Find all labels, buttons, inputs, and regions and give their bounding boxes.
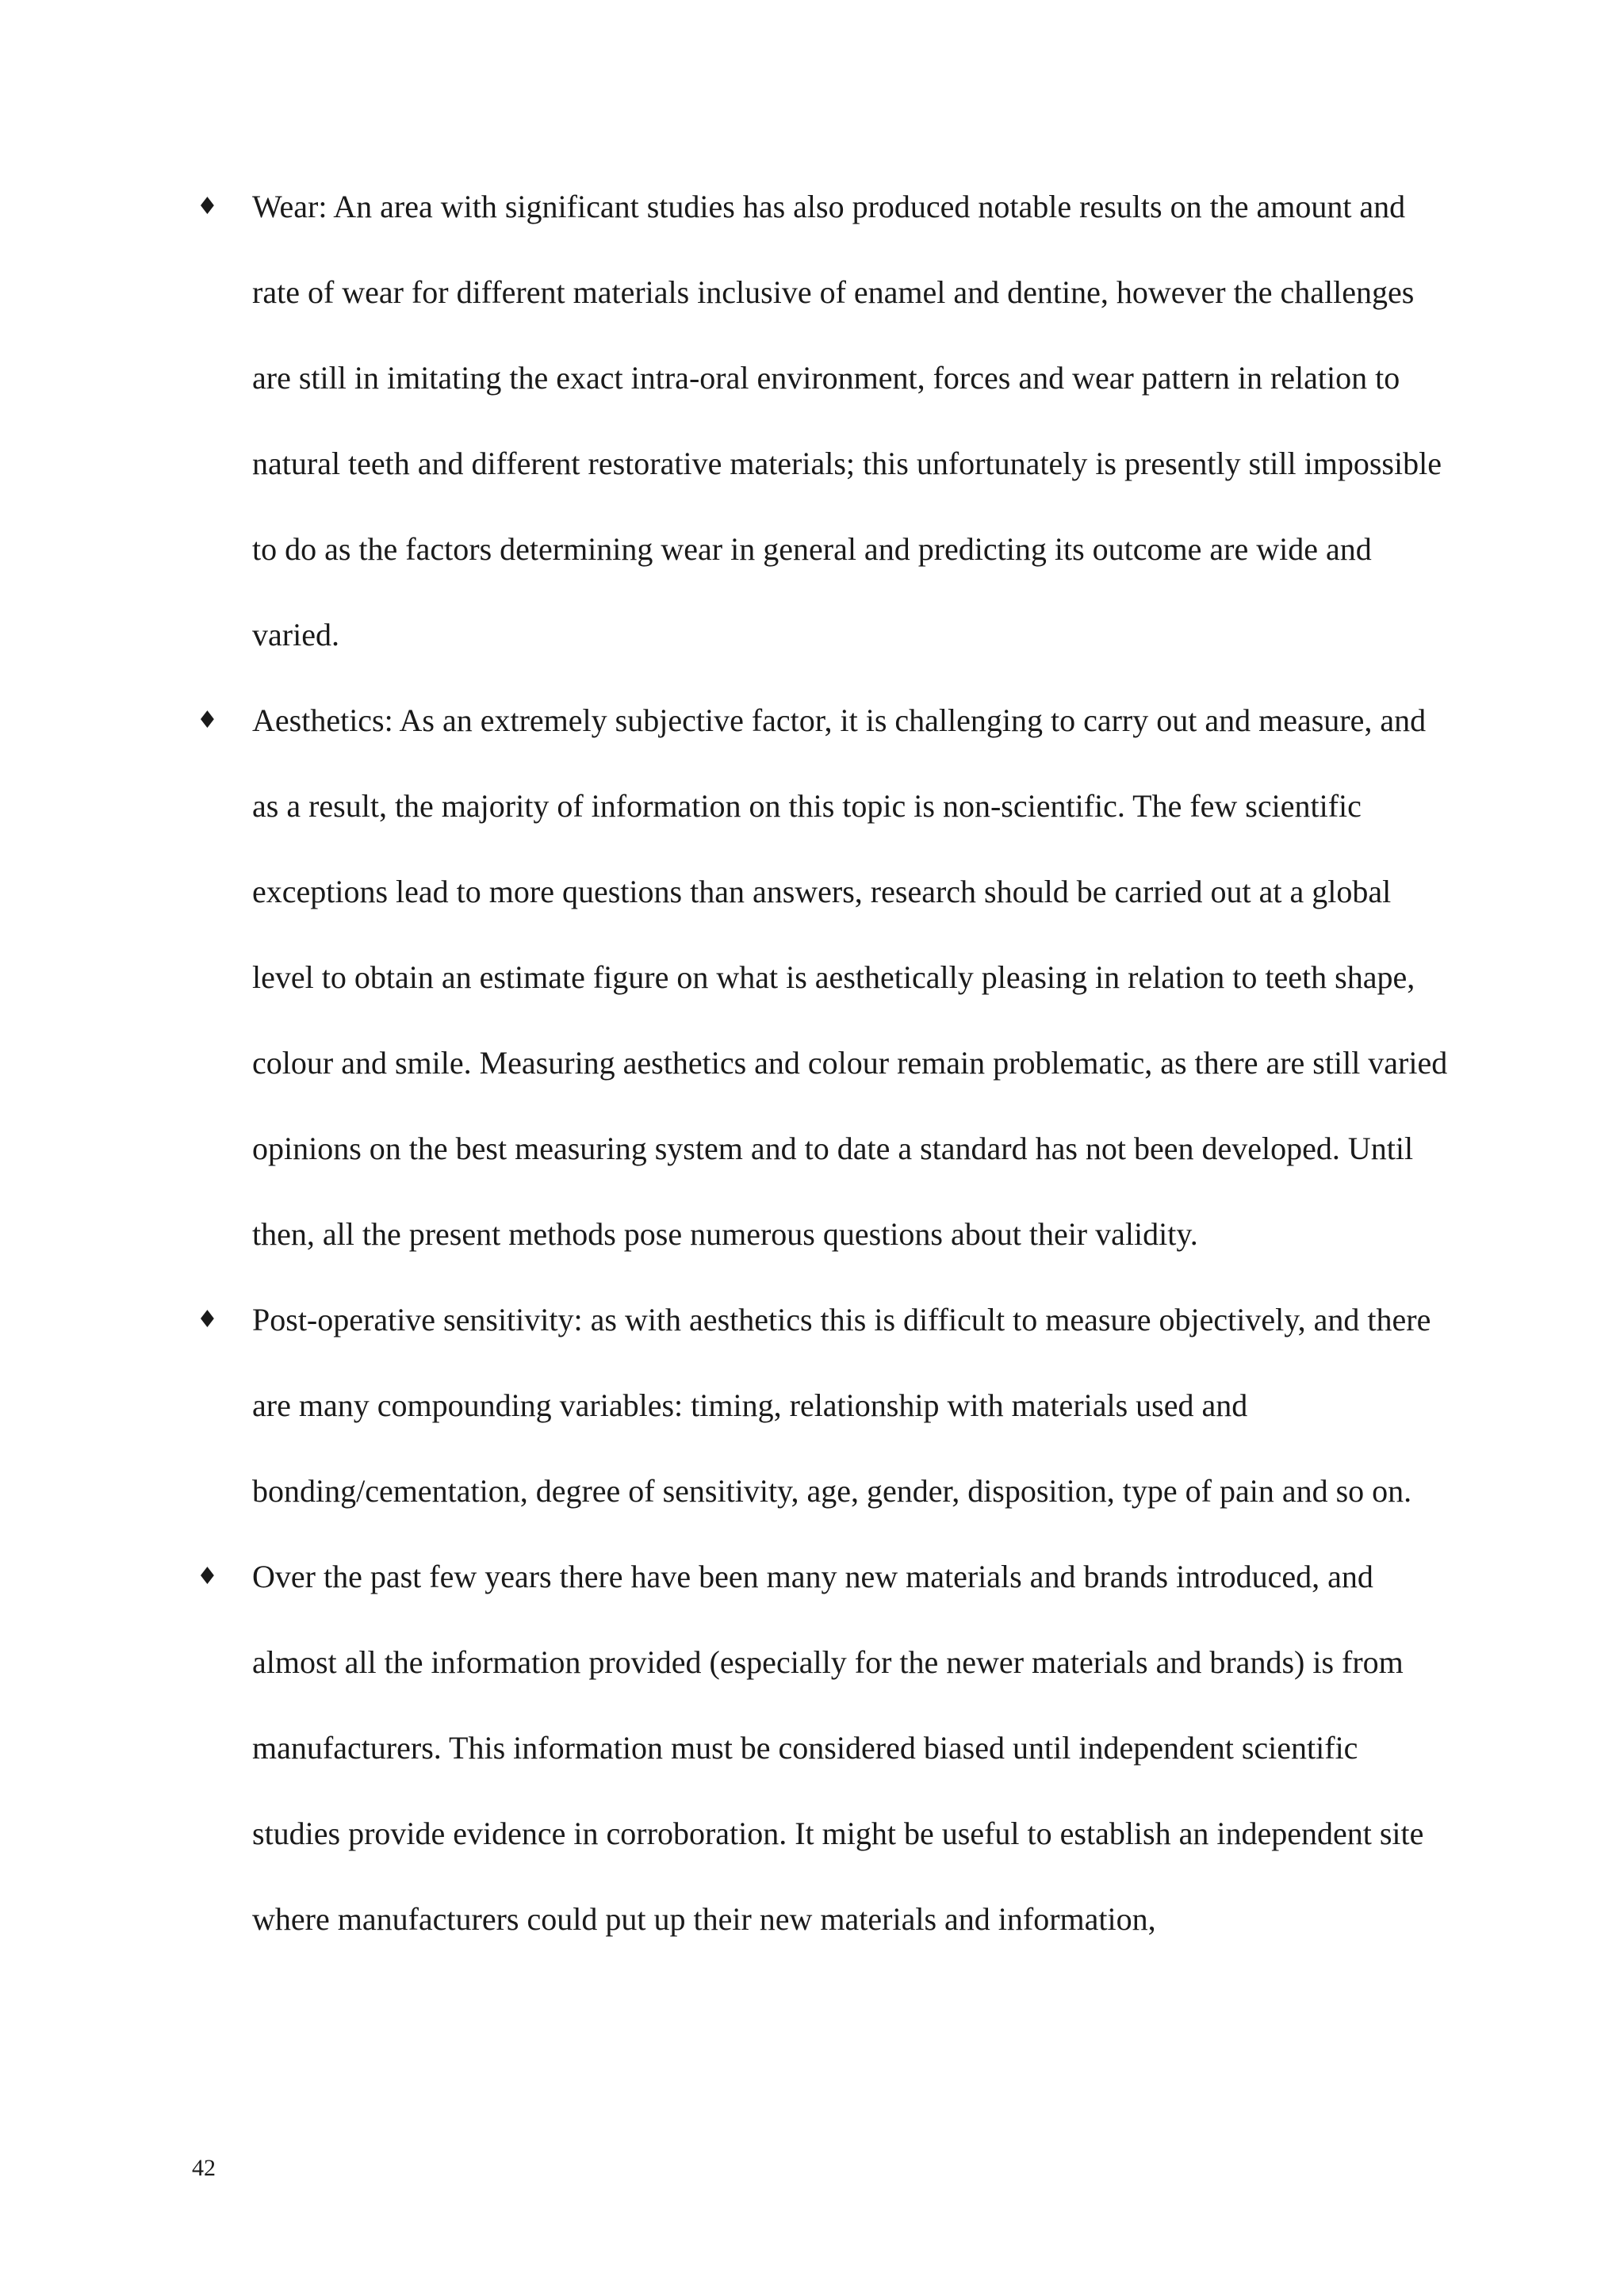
bullet-item-wear: [197, 164, 1450, 678]
bullet-text-wear: Wear: An area with significant studies has also produced notable results on the amount and rate of wear for different materials inclusive of enamel and dentine, however the challenges are still in imitating the exact intra-oral environment, forces and wear pattern in relation to natural teeth and different restorative materials; this unfortunately is presently still impossible to do as the factors determining wear in general and predicting its outcome are wide and varied.: [252, 189, 1442, 652]
bullet-item-new-materials: [197, 1534, 1450, 1962]
diamond-bullet-icon: ♦: [197, 706, 218, 734]
bullet-text-new-materials: Over the past few years there have been many new materials and brands introduced, and almost all the information provided (especially for the newer materials and brands) is from manufacturers. This information must be considered biased until independent scientific studies provide evidence in corroboration. It might be useful to establish an independent site where manufacturers could put up their new materials and information,: [252, 1559, 1424, 1937]
bullet-list: [197, 164, 1450, 1962]
bullet-item-post-operative-sensitivity: [197, 1277, 1450, 1534]
bullet-text-aesthetics: Aesthetics: As an extremely subjective factor, it is challenging to carry out and measure, and as a result, the majority of information on this topic is non-scientific. The few scientific exceptions lead to more questions than answers, research should be carried out at a global level to obtain an estimate figure on what is aesthetically pleasing in relation to teeth shape, colour and smile. Measuring aesthetics and colour remain problematic, as there are still varied opinions on the best measuring system and to date a standard has not been developed. Until then, all the present methods pose numerous questions about their validity.: [252, 702, 1448, 1252]
diamond-bullet-icon: ♦: [197, 193, 218, 220]
page-number: 42: [192, 2155, 216, 2181]
diamond-bullet-icon: ♦: [197, 1563, 218, 1590]
diamond-bullet-icon: ♦: [197, 1306, 218, 1334]
bullet-text-post-operative-sensitivity: Post-operative sensitivity: as with aesthetics this is difficult to measure objectively, and there are many compounding variables: timing, relationship with materials used and bonding/cementation, degree of sensitivity, age, gender, disposition, type of pain and so on.: [252, 1302, 1431, 1509]
bullet-item-aesthetics: [197, 678, 1450, 1277]
